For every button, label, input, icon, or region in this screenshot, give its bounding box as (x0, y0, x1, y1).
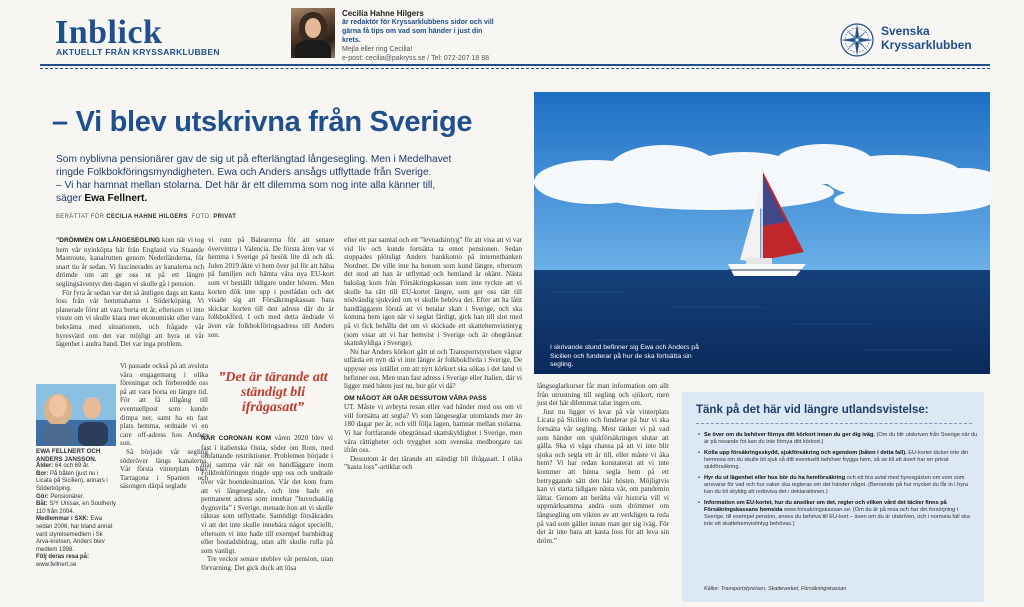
photo-caption: I skrivande stund befinner sig Ewa och Anders på Sicilien och funderar på hur de ska fortsätta sin segling. (550, 344, 699, 368)
subhead: OM NÅGOT ÄR GÅR DESSUTOM VÅRA PASS (344, 394, 487, 402)
fact-item: • Hyr du ut lägenhet eller hus bör du ha hemförsäkring och ett bra avtal med hyresgästen om vem som ansvarar för vad och hur saker ska regleras om det händer något. (Beroende på hur mycket du får in i hyra kan du bli skyldig att redovisa det i deklarationen.) (698, 475, 978, 496)
article-column-1: ”DRÖMMEN OM LÅNGESEGLING kom när vi tog hem vår nyinköpta båt från England via Staande Mastroute, kanalrutten genom Nederländerna, för snart tio år sedan. Vi fascinerades av kanalerna och drömde om att ge oss ut på ett längre seglingsäventyr den dagen vi skulle gå i pension. För fyra år sedan var det så äntligen dags att kasta loss från vår hemmahamn i Söderköping. Vi planerade först att vara borta ett år, eftersom vi inte visste om vi skulle klara mer ekonomiskt eller vara bekväma med situationen, och frågade vår hyresvärd om det var möjligt att hyra ut vår lägenhet i andra hand. Det var inga problem. (56, 236, 204, 349)
magazine-subtitle: AKTUELLT FRÅN KRYSSARKLUBBEN (56, 47, 220, 57)
article-headline: – Vi blev utskrivna från Sverige (52, 106, 473, 138)
club-name: Svenska Kryssarklubben (881, 24, 972, 52)
article-column-4: långseglarkurser får man information om allt från utrustning till segling och sjökort, men just det här dilemmat talar ingen om. Just nu ligger vi kvar på vår vinterplats Licata på Sicilien och funderar på hur vi ska fortsätta vår segling. Mest tänker vi på vad som händer om sjukförsäkringen slutar att gälla. Ska vi våga chansa på att vi inte blir sjuka och segla ett år till, eller måste vi åka hem? Vi har redan konstaterat att vi inte kommer att hinna segla hem på ett betryggande sätt den här hösten. Möjligtvis kan vi starta tidigare nästa vår, om pandemin lättar. Genom att berätta vår historia vill vi uppmärksamma andra som drömmer om långsegling om vikten av att verkligen ta reda på vad som gäller innan man ger sig iväg. För det är inte bara att kasta loss för att leva sin dröm.” (537, 382, 669, 545)
editor-photo (291, 8, 335, 58)
bio-box: EWA FELLNERT OCH ANDERS JANSSON. Ålder: 64 och 69 år. Bor: På båten (just nu i Licata på Sicilien), annars i Söderköping. Gör: Pensionärer. Båt: S/Y Unisax, en Southerly 110 från 2004. Medlemmar i SXK: Ewa sedan 2006, har bland annat varit styrelsemedlem i Sk Arva-kretsen, Anders blev medlem 1998. Följ deras resa på: www.fellnert.se (36, 448, 116, 568)
header-rule (40, 64, 990, 66)
sailboat-photo (534, 92, 990, 374)
bio-heading: EWA FELLNERT OCH ANDERS JANSSON. (36, 448, 101, 463)
article-column-3: efter ett par samtal och ett ”levnadsintyg” för att visa att vi var vid liv och kunde fortsätta ta emot pensionen. Sedan stoppades plötsligt Anders bankkonto på internetbanken Nordnet. De ville inte ha honom som kund längre, eftersom det stod att han är utflyttad och hemland är okänt. Nästa bakslag kom från Försäkringskassan som inte tyckte att vi skulle ha rätt till EU-kortet längre, som ger oss rätt till nödvändig sjukvård om vi skulle behöva det. Efter att ha låtit handläggaren förstå att vi betalar skatt i Sverige, och ska komma hem igen när vi seglat färdigt, gick han till slut med på vi fick behålla det om vi skickade ett skattehemvistintyg (som visar att vi har hemvist i Sverige och är obegränsat skattskyldiga i Sverige). Nu har Anders körkort gått ut och Transportstyrelsen vägrar utfärda ett nytt då vi inte längre är folkbokförda i Sverige. De uppyser oss istället om att nytt körkort ska sökas i det land vi befinner oss. Men utan fast adress i Sverige eller Italien, där vi ligger med båten just nu, bur gör vi då? OM NÅGOT ÄR GÅR DESSUTOM VÅRA PASS UT. Måste vi avbryta resan eller vad händer med oss om vi vill fortsätta att segla? Vi som långeseglar utomlands mer än 180 dagar per år, och vill följa lagen, hamnar mellan stolarna. Vi har fortfarande obegränsad skattskyldighet i Sverige, men våra rättigheter och trygghet som svenska medborgare tas ifrån oss. Dessutom är det tärande att ständigt bli ifrågasatt. I olika ”kasta loss”-artiklar och (344, 236, 522, 472)
interviewee-name: Ewa Fellnert. (84, 193, 148, 204)
header-dashed-rule (40, 68, 990, 69)
fact-item: • Information om EU-kortet, hur du ansöker om det, regler och vilken vård det täcker finns på Försäkringskassans hemsida www.forsakringskassan.se. (Om du är på resa och har din forsörjning i Sverige, till exempel pension, anses du behöva till EU-kort – även om du är utskriven, och i normala fall ska inte ett skattehemvistintyg behövas.) (698, 500, 978, 528)
fact-box (682, 392, 984, 602)
editor-name: Cecilia Hahne Hilgers (342, 9, 424, 18)
compass-rose-icon (839, 22, 875, 58)
editor-contact[interactable]: e-post: cecilia@pakryss.se / Tel: 072-207 18 88 (342, 55, 490, 62)
page-header (0, 0, 1024, 64)
pull-quote: ”Det är tärande att ständigt bli ifrågasatt” (218, 370, 328, 415)
editor-info (342, 9, 502, 63)
fact-box-sources: Källor: Transportstyrelsen, Skatteverket, Försäkringskassan (704, 586, 847, 592)
editor-role-line-2: gärna få tips om vad som händer i just din krets. (342, 28, 483, 44)
article-column-1b: Vi passade också på att avsluta våra engagemang i olika föreningar och förberedde oss på att vara borta en längre tid. För att få tillgång till eventuellpost som kunde dimpa ner, samt ha en fast plats hemma, ordnade vi en care off-adress hos Anders son. Så började vår segling söderöver längs kanalerna. Vår första vinterplats blev Tarragona i Spanien och säsongen därpå seglade (120, 362, 208, 491)
fact-box-title: Tänk på det här vid längre utlandsvistelse: (696, 404, 929, 416)
fact-box-list (698, 432, 978, 532)
editor-role-line-1: är redaktör för Kryssarklubbens sidor och vill (342, 19, 494, 26)
fact-item: • Kolla upp försäkringsskydd, sjukförsäkring och egendom (båten i detta fall). EU-kortet täcker inte din hemresa om du skulle bli sjuk så ditt eventuellt behöver frygga hem, så se till att ävert har en privat sjukförsäkring. (698, 450, 978, 471)
sailboat-at-sea-image (534, 92, 990, 374)
article-column-2b: NÄR CORONAN KOM våren 2020 blev vi fast i italienska Ostia, söder om Rom, med omfattande restriktioner. Problemen började i maj samma vår när en handläggare inom Folkbokföringen ringde upp oss och undrade över vår boendesituation. Vår det kom fram att vi långeseglade, och inte hade en permanent adress som innebar ”huvudsaklig dygnsvila” i Sverige, menade hon att vi skulle räknas som utflyttade. Samtidigt försäkrades vi att det inte skulle innebära något speciellt, eftersom vi inte hade till exempel barnbidrag eller bostadsbidrag, utan allt skulle rulla på som vanligt. Tre veckor senare uteblev vår pension, utan förvarning. Det gick dock att lösa (201, 434, 333, 572)
bio-website-link[interactable]: www.fellnert.se (36, 561, 77, 568)
magazine-title: Inblick (55, 14, 163, 51)
article-lead: Som nyblivna pensionärer gav de sig ut på efterlängtad långesegling. Men i Medelhavet ringde Folkbokföringsmyndigheten. Ewa och Anders ansågs utflyttade från Sverige. – Vi har hamnat mellan stolarna. Det här är ett dilemma som nog inte alla känner till, säger Ewa Fellnert. (56, 154, 452, 204)
couple-photo (36, 384, 116, 446)
fact-item: • Se över om du behöver förnya ditt körkort innan du ger dig iväg. (Om du blir utskriven från Sverige när du är på resande fot kan du inte förnya ditt körkort.) (698, 432, 978, 446)
article-column-2: vi runt på Balearerna för att senare övervintra i Valencia. De första åren var vi hemma i Sverige på besök lite då och då. Julen 2019 åkte vi hem över jul för att hälsa på familjen och hämta våra nya EU-kort som vi beställt tidigare under hösten. Men korten dök inte upp i postlådan och det visade sig att Försäkringskassan bara skickar korten till den adress där du är folkbokförd. I och med detta ändrade vi även vår folkbokföringsadress till Anders son. (208, 236, 334, 339)
editor-cta: Mejla eller ring Cecilia! (342, 46, 413, 53)
byline: BERÄTTAT FÖR CECILIA HAHNE HILGERS FOTO: PRIVAT (56, 214, 237, 220)
